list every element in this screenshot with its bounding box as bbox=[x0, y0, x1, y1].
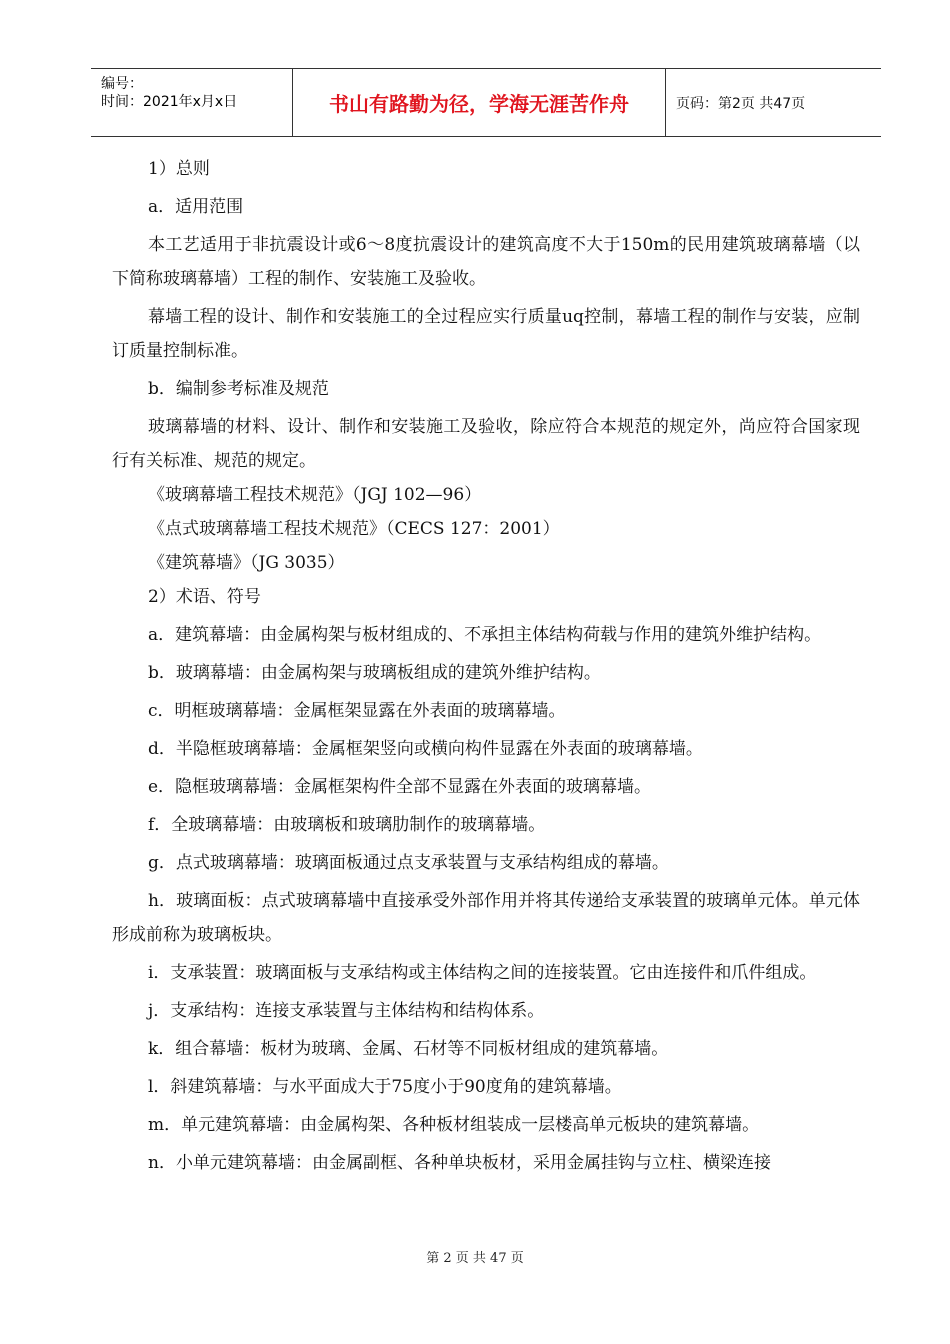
term-definition: f．全玻璃幕墙：由玻璃板和玻璃肋制作的玻璃幕墙。 bbox=[148, 815, 546, 835]
document-number-label: 编号： bbox=[101, 76, 143, 92]
header-motto: 书山有路勤为径，学海无涯苦作舟 bbox=[329, 92, 629, 116]
header-page-cell bbox=[666, 69, 881, 136]
term-definition: c．明框玻璃幕墙：金属框架显露在外表面的玻璃幕墙。 bbox=[148, 701, 566, 721]
header-meta-cell bbox=[91, 69, 293, 136]
term-definition: i．支承装置：玻璃面板与支承结构或主体结构之间的连接装置。它由连接件和爪件组成。 bbox=[148, 963, 817, 983]
term-definition: e．隐框玻璃幕墙：金属框架构件全部不显露在外表面的玻璃幕墙。 bbox=[148, 777, 652, 797]
header-page-code: 页码：第2页 共47页 bbox=[676, 95, 806, 112]
section-heading: 1）总则 bbox=[148, 159, 210, 179]
document-body bbox=[112, 152, 860, 1180]
section-heading: 2）术语、符号 bbox=[148, 587, 261, 607]
header-motto-cell bbox=[293, 69, 666, 136]
term-definition: m．单元建筑幕墙：由金属构架、各种板材组装成一层楼高单元板块的建筑幕墙。 bbox=[148, 1115, 760, 1135]
page-header bbox=[91, 68, 881, 137]
subsection-heading: b．编制参考标准及规范 bbox=[148, 379, 329, 399]
reference-item: 《玻璃幕墙工程技术规范》（JGJ 102—96） bbox=[148, 485, 482, 505]
term-definition: b．玻璃幕墙：由金属构架与玻璃板组成的建筑外维护结构。 bbox=[148, 663, 601, 683]
page-footer: 第 2 页 共 47 页 bbox=[426, 1251, 524, 1266]
reference-item: 《建筑幕墙》（JG 3035） bbox=[148, 553, 345, 573]
term-definition: j．支承结构：连接支承装置与主体结构和结构体系。 bbox=[148, 1001, 545, 1021]
document-time-label: 时间：2021年x月x日 bbox=[101, 94, 238, 110]
body-paragraph: 玻璃幕墙的材料、设计、制作和安装施工及验收，除应符合本规范的规定外，尚应符合国家现行有关标准、规范的规定。 bbox=[112, 417, 860, 471]
term-definition: g．点式玻璃幕墙：玻璃面板通过点支承装置与支承结构组成的幕墙。 bbox=[148, 853, 669, 873]
body-paragraph: 幕墙工程的设计、制作和安装施工的全过程应实行质量uq控制，幕墙工程的制作与安装，应制订质量控制标准。 bbox=[112, 307, 860, 361]
term-definition: l．斜建筑幕墙：与水平面成大于75度小于90度角的建筑幕墙。 bbox=[148, 1077, 622, 1097]
subsection-heading: a．适用范围 bbox=[148, 197, 244, 217]
term-definition: a．建筑幕墙：由金属构架与板材组成的、不承担主体结构荷载与作用的建筑外维护结构。 bbox=[148, 625, 822, 645]
reference-item: 《点式玻璃幕墙工程技术规范》（CECS 127：2001） bbox=[148, 519, 560, 539]
term-definition: d．半隐框玻璃幕墙：金属框架竖向或横向构件显露在外表面的玻璃幕墙。 bbox=[148, 739, 703, 759]
term-definition: k．组合幕墙：板材为玻璃、金属、石材等不同板材组成的建筑幕墙。 bbox=[148, 1039, 669, 1059]
body-paragraph: 本工艺适用于非抗震设计或6～8度抗震设计的建筑高度不大于150m的民用建筑玻璃幕墙（以下简称玻璃幕墙）工程的制作、安装施工及验收。 bbox=[112, 235, 860, 289]
term-definition: n．小单元建筑幕墙：由金属副框、各种单块板材，采用金属挂钩与立柱、横梁连接 bbox=[148, 1153, 771, 1173]
term-definition: h．玻璃面板：点式玻璃幕墙中直接承受外部作用并将其传递给支承装置的玻璃单元体。单元体形成前称为玻璃板块。 bbox=[112, 891, 860, 945]
